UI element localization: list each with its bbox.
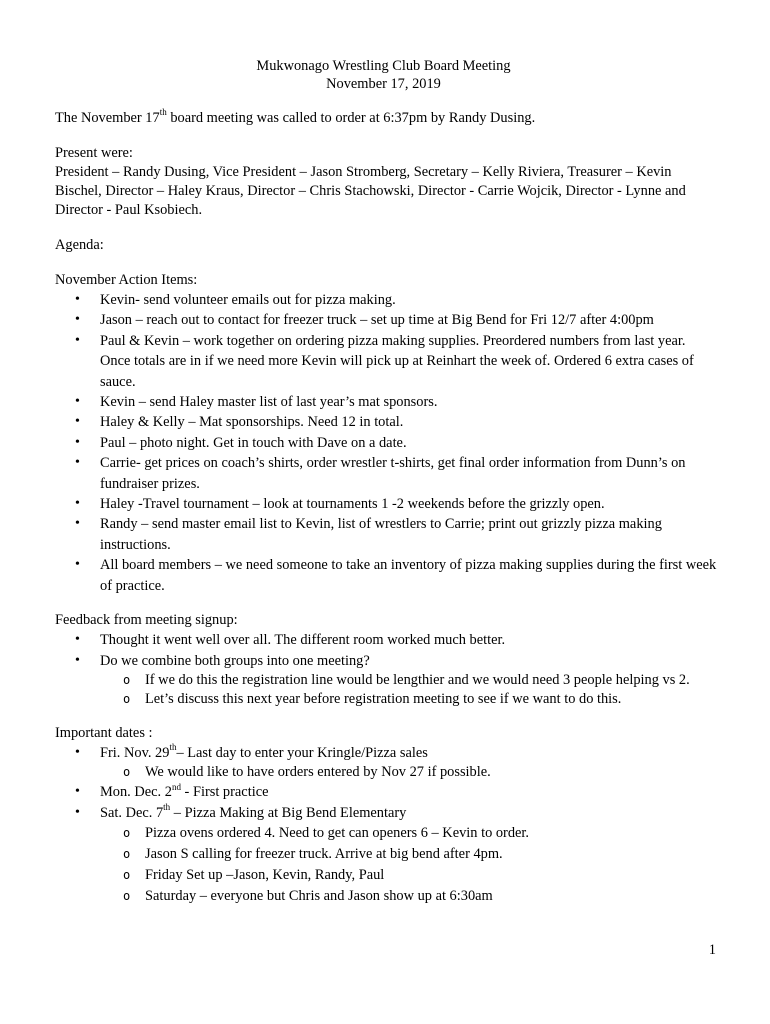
intro-text-1: The November 17 — [55, 110, 160, 126]
date-sublist — [100, 763, 718, 782]
bullet-icon: • — [75, 804, 80, 820]
intro-paragraph — [55, 109, 718, 128]
bullet-icon: • — [75, 455, 80, 471]
present-heading: Present were: — [55, 145, 133, 161]
sub-list-item: o If we do this the registration line would be lengthier and we would need 3 people helping vs 2. — [123, 671, 690, 688]
sub-list-item: o Pizza ovens ordered 4. Need to get can openers 6 – Kevin to order. — [100, 823, 718, 844]
bullet-icon: • — [75, 557, 80, 573]
sub-list-item: o Jason S calling for freezer truck. Arrive at big bend after 4pm. — [100, 844, 718, 865]
circle-bullet-icon: o — [123, 826, 131, 841]
title-line-2: November 17, 2019 — [326, 76, 441, 92]
sub-list-item: o Let’s discuss this next year before registration meeting to see if we want to do this. — [123, 690, 622, 707]
bullet-icon: • — [75, 394, 80, 410]
intro-sup: th — [159, 107, 167, 118]
circle-bullet-icon: o — [123, 691, 131, 706]
list-item: • Fri. Nov. 29th– Last day to enter your Kringle/Pizza sales o We would like to have orders entered by Nov 27 if possible. — [55, 743, 718, 782]
sub-list-item: o We would like to have orders entered by Nov 27 if possible. — [123, 764, 491, 781]
action-items-list — [55, 290, 718, 596]
bullet-icon: • — [75, 434, 80, 450]
list-item: • Sat. Dec. 7th – Pizza Making at Big Bend Elementary o Pizza ovens ordered 4. Need to get can openers 6 – Kevin to order. o Jason S calling for freezer truck. Arrive at big bend after 4pm. o Friday Set up –Jason, Kevin, Randy, Paul o Saturday – everyone but Chris and Jason show up at 6:30am — [55, 803, 718, 907]
list-item: • Jason – reach out to contact for freezer truck – set up time at Big Bend for Fri 12/7 after 4:00pm — [55, 310, 718, 330]
list-item: • Kevin- send volunteer emails out for pizza making. — [55, 290, 718, 310]
important-dates-list — [55, 743, 718, 907]
list-item: • Haley & Kelly – Mat sponsorships. Need 12 in total. — [55, 412, 718, 432]
bullet-icon: • — [75, 332, 80, 348]
sub-list-item: o Saturday – everyone but Chris and Jason show up at 6:30am — [100, 886, 718, 907]
bullet-icon: • — [75, 496, 80, 512]
bullet-icon: • — [75, 632, 80, 648]
feedback-heading: Feedback from meeting signup: — [55, 612, 238, 629]
date-sublist — [100, 823, 718, 907]
intro-text-2: board meeting was called to order at 6:37pm by Randy Dusing. — [166, 110, 536, 126]
circle-bullet-icon: o — [123, 765, 131, 780]
circle-bullet-icon: o — [123, 868, 131, 883]
list-item: • Haley -Travel tournament – look at tournaments 1 -2 weekends before the grizzly open. — [55, 494, 718, 514]
bullet-icon: • — [75, 414, 80, 430]
bullet-icon: • — [75, 516, 80, 532]
feedback-list — [55, 630, 718, 709]
title-line-1: Mukwonago Wrestling Club Board Meeting — [256, 58, 511, 74]
list-item: • Randy – send master email list to Kevin, list of wrestlers to Carrie; print out grizzly pizza making instructions. — [75, 516, 662, 553]
list-item: • All board members – we need someone to take an inventory of pizza making supplies during the first week of practice. — [75, 557, 717, 594]
bullet-icon: • — [75, 784, 80, 800]
agenda-heading: Agenda: — [55, 237, 104, 253]
document-title — [49, 57, 718, 93]
present-list: President – Randy Dusing, Vice President – Jason Stromberg, Secretary – Kelly Riviera, Treasurer – Kevin Bischel, Director – Haley Kraus, Director – Chris Stachowski, Director - Carrie Wojcik, Director - Lynne and Director - Paul Ksobiech. — [55, 164, 686, 218]
bullet-icon: • — [75, 292, 80, 307]
list-item: • Mon. Dec. 2nd - First practice — [55, 782, 718, 802]
circle-bullet-icon: o — [123, 847, 131, 862]
important-dates-heading: Important dates : — [55, 724, 153, 741]
list-item: • Paul – photo night. Get in touch with Dave on a date. — [55, 433, 718, 453]
circle-bullet-icon: o — [123, 889, 131, 904]
list-item: • Kevin – send Haley master list of last year’s mat sponsors. — [55, 392, 718, 412]
feedback-sublist — [100, 671, 718, 709]
list-item: • Paul & Kevin – work together on ordering pizza making supplies. Preordered numbers from last year. Once totals are in if we need more Kevin will pick up at Reinhart the week of. Ordered 6 extra cases of sauce. — [75, 332, 694, 390]
bullet-icon: • — [75, 312, 80, 328]
action-items-heading: November Action Items: — [55, 272, 198, 288]
list-item: • Do we combine both groups into one meeting? o If we do this the registration line would be lengthier and we would need 3 people helping vs 2. o Let’s discuss this next year before registration meeting to see if we want to do this. — [55, 651, 718, 709]
bullet-icon: • — [75, 652, 80, 668]
sub-list-item: o Friday Set up –Jason, Kevin, Randy, Paul — [100, 865, 718, 886]
bullet-icon: • — [75, 744, 80, 760]
circle-bullet-icon: o — [123, 672, 131, 687]
page-number: 1 — [708, 942, 716, 958]
list-item: • Carrie- get prices on coach’s shirts, order wrestler t-shirts, get final order information from Dunn’s on fundraiser prizes. — [75, 455, 686, 492]
list-item: • Thought it went well over all. The different room worked much better. — [55, 630, 718, 650]
